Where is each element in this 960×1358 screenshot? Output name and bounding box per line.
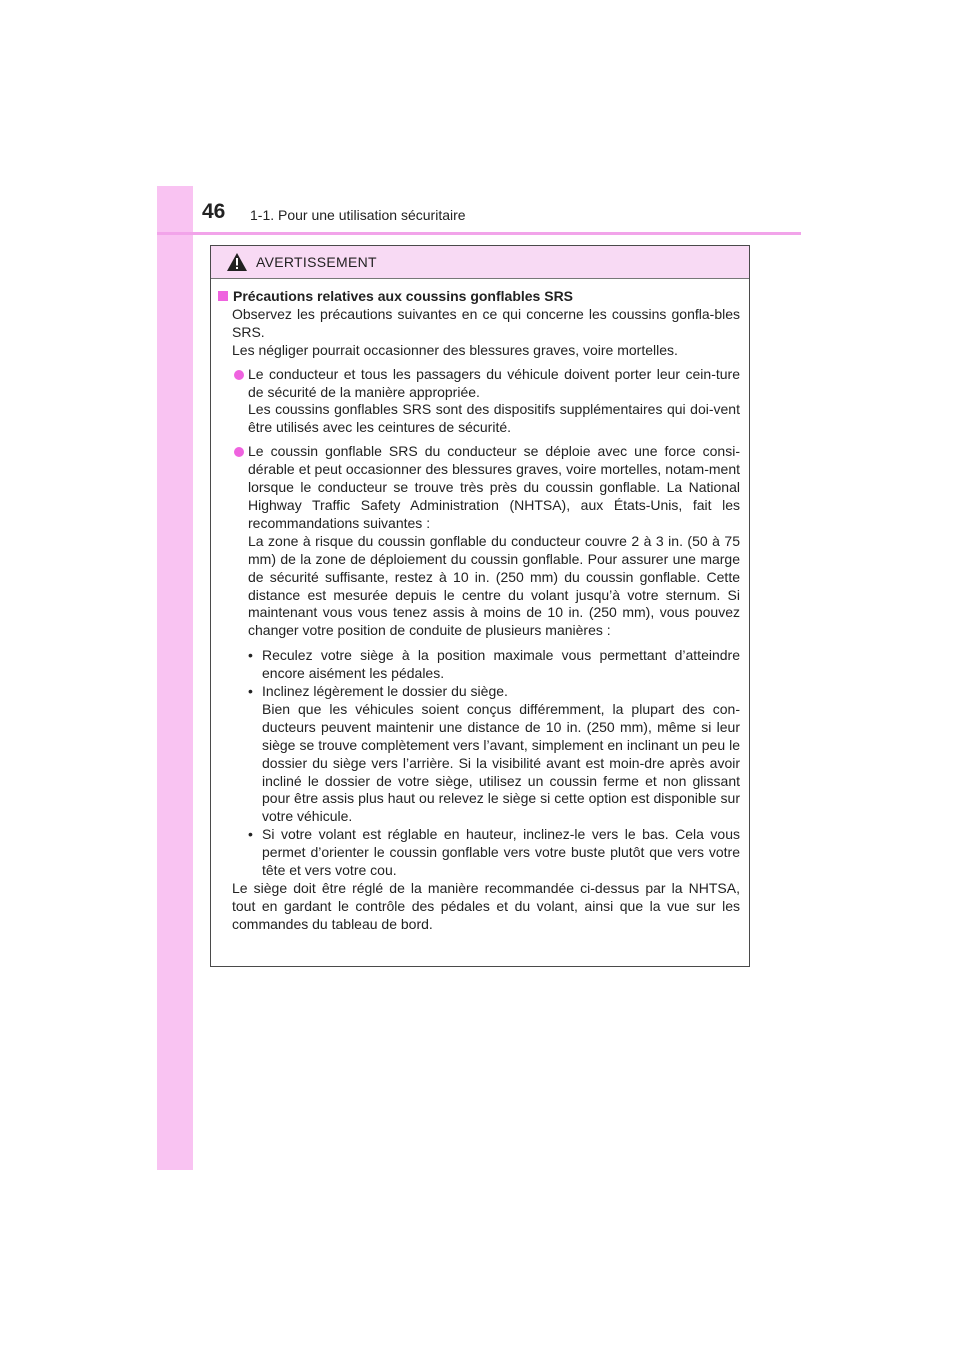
sub-item: [218, 826, 740, 880]
warning-header: [211, 246, 749, 279]
sub-item-mark: •: [248, 826, 253, 843]
intro-line: Les négliger pourrait occasionner des blessures graves, voire mortelles.: [232, 341, 678, 358]
circle-bullet-icon: [232, 366, 248, 438]
warning-label: AVERTISSEMENT: [256, 254, 377, 270]
bullet-item: [218, 443, 740, 533]
body-paragraph: La zone à risque du coussin gonflable du conducteur couvre 2 à 3 in. (50 à 75 mm) de la zone de déploiement du coussin gonflable. Pour assurer une marge de sécurité suffisante, restez à 10 in. (250 mm) du coussin gonflable. Cette distance est mesurée depuis le centre du volant jusqu’à votre sternum. Si maintenant vous vous tenez assis à moins de 10 in. (250 mm), vous pouvez changer votre position de conduite de plusieurs manières :: [248, 532, 740, 639]
warning-content: [211, 279, 749, 934]
sub-item-text: Inclinez légèrement le dossier du siège.: [262, 683, 508, 700]
sub-item-text: Reculez votre siège à la position maximale vous permettant d’atteindre encore aisément les pédales.: [262, 647, 740, 682]
section-heading-text: Précautions relatives aux coussins gonflables SRS: [233, 288, 574, 304]
bullet-text: Le coussin gonflable SRS du conducteur se déploie avec une force consi-dérable et peut occasionner des blessures graves, voire mortelles, notam-ment lorsque le conducteur se trouve très près du coussin gonflable. La National Highway Traffic Safety Administration (NHTSA), aux États-Unis, fait les recommandations suivantes :: [248, 443, 740, 531]
side-tab-band: [157, 186, 193, 1170]
bullet-text: Le conducteur et tous les passagers du véhicule doivent porter leur cein-ture de sécurité de la manière appropriée.: [248, 365, 740, 400]
bullet-item: [218, 366, 740, 438]
warning-box: [210, 245, 750, 967]
sub-item: [218, 647, 740, 683]
section-heading: [218, 288, 740, 306]
sub-item-mark: •: [248, 683, 253, 700]
sub-item-mark: [248, 701, 262, 826]
warning-triangle-icon: [226, 252, 248, 272]
section-title: 1-1. Pour une utilisation sécuritaire: [250, 207, 466, 223]
sub-item: [218, 683, 740, 701]
sub-item-text: Bien que les véhicules soient conçus différemment, la plupart des con-ducteurs peuvent maintenir une distance de 10 in. (250 mm), même si leur siège se trouve complètement vers l’avant, simplement en inclinant un peu le dossier du siège vers l’arrière. Si la visibilité avant est moin-dre après avoir incliné le dossier de votre siège, utilisez un coussin ferme et non glissant pour être assis plus haut ou relevez le siège si cette option est disponible sur votre véhicule.: [262, 700, 740, 825]
closing-paragraph: Le siège doit être réglé de la manière recommandée ci-dessus par la NHTSA, tout en gardant le contrôle des pédales et du volant, ainsi que la vue sur les commandes du tableau de bord.: [232, 880, 740, 932]
circle-bullet-icon: [232, 443, 248, 533]
intro-line: Observez les précautions suivantes en ce qui concerne les coussins gonfla-bles SRS.: [232, 305, 740, 340]
page-number: 46: [202, 200, 226, 223]
sub-item-mark: •: [248, 647, 253, 664]
sub-item: [218, 701, 740, 826]
sub-item-text: Si votre volant est réglable en hauteur, inclinez-le vers le bas. Cela vous permet d’orienter le coussin gonflable vers votre buste plutôt que vers votre tête et vers votre cou.: [262, 826, 740, 879]
bullet-text: Les coussins gonflables SRS sont des dispositifs supplémentaires qui doi-vent être utilisés avec les ceintures de sécurité.: [248, 401, 740, 436]
header-rule: [157, 232, 801, 235]
square-bullet-icon: [218, 291, 228, 301]
